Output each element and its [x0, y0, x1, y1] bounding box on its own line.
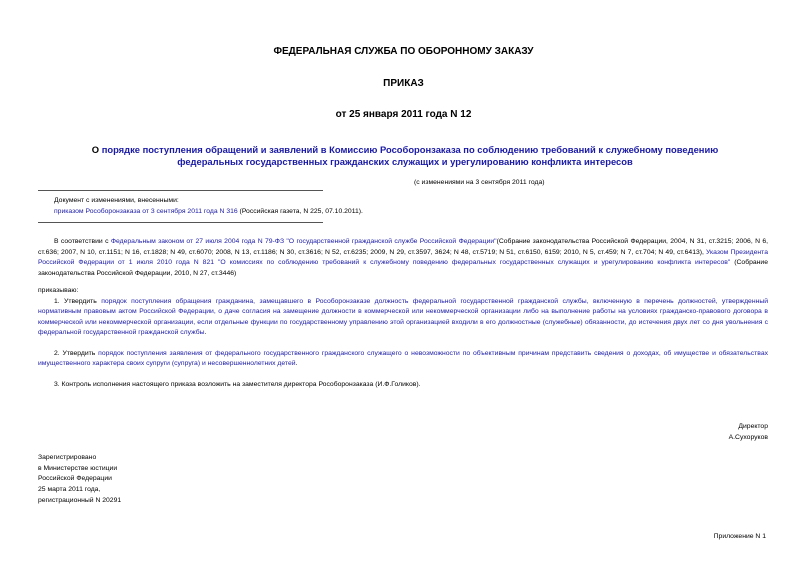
- item-2-end: .: [295, 360, 298, 368]
- title-link[interactable]: порядке поступления обращений и заявлений в Комиссию Рособоронзаказа по соблюдению требований к служебному поведению федеральных государственных гражданских служащих и урегулированию конфликта интересов: [101, 144, 719, 167]
- registration-line-2: в Министерстве юстиции: [38, 464, 118, 472]
- order-item-3: 3. Контроль исполнения настоящего приказа возложить на заместителя директора Рособоронзаказа (И.Ф.Голиков).: [54, 381, 421, 388]
- item-1-number: 1. Утвердить: [54, 298, 102, 305]
- preamble-text-2: (Собрание законодательства Российской Федерации, 2004, N 31, ст.3215; 2006, N 6, ст.636; 2007, N 10, ст.1151; N 16, ст.1828; N 49, ст.6070; 2008, N 13, ст.1186; N 30, ст.3616; N 52, ст.6235; 2009, N 29, ст.3597, 3624; N 48, ст.5719; N 51, ст.6150, 6159; 2010, N 5, ст.459; N 7, ст.704; N 49, ст.6413),: [38, 238, 769, 256]
- registration-line-5: регистрационный N 20291: [38, 496, 122, 504]
- changes-link[interactable]: приказом Рособоронзаказа от 3 сентября 2011 года N 316: [54, 208, 238, 215]
- federal-law-link[interactable]: Федеральным законом от 27 июля 2004 года N 79-ФЗ "О государственной гражданской службе Российской Федерации": [110, 238, 497, 245]
- preamble-text-3: (Собрание законодательства Российской Федерации, 2010, N 27, ст.3446): [38, 259, 768, 278]
- changes-bottom-divider: [38, 222, 323, 223]
- changes-top-divider: [38, 190, 323, 191]
- appendix-label: Приложение N 1: [713, 533, 766, 540]
- order-item-2: [38, 349, 768, 370]
- preamble-text-1: В соответствии с: [54, 238, 111, 245]
- registration-line-3: Российской Федерации: [38, 475, 112, 483]
- amendment-note: (с изменениями на 3 сентября 2011 года): [414, 179, 545, 186]
- document-title: [75, 144, 735, 167]
- registration-line-1: Зарегистрировано: [38, 454, 97, 461]
- title-prefix: О: [91, 144, 102, 155]
- order-item-1: [38, 297, 768, 338]
- item-1-link[interactable]: порядок поступления обращения гражданина, замещавшего в Рособоронзаказе должность федеральной государственной гражданской службы, включенную в перечень должностей, утвержденный нормативным правовым актом Российской Федерации, о даче согласия на замещение должности в коммерческой или некоммерческой организации либо на выполнение работы на условиях гражданско-правового договора в коммерческой или некоммерческой организации, если отдельные функции по государственному управлению этой организацией входили в его должностные (служебные) обязанности, до истечения двух лет со дня увольнения с федеральной государственной гражданской службы: [38, 298, 769, 336]
- document-date-number: от 25 января 2011 года N 12: [335, 109, 472, 120]
- preamble-paragraph: [38, 237, 768, 280]
- presidential-decree-link[interactable]: Указом Президента Российской Федерации от 1 июля 2010 года N 821 "О комиссиях по соблюдению требований к служебному поведению федеральных государственных служащих и урегулированию конфликта интересов": [38, 248, 768, 267]
- registration-block: [38, 453, 121, 507]
- order-word: приказываю:: [38, 287, 79, 294]
- registration-line-4: 25 марта 2011 года,: [38, 486, 101, 494]
- changes-entry: [54, 207, 363, 218]
- signature-name: А.Сухоруков: [728, 434, 768, 441]
- item-1-end: .: [204, 328, 207, 336]
- agency-name: ФЕДЕРАЛЬНАЯ СЛУЖБА ПО ОБОРОННОМУ ЗАКАЗУ: [273, 46, 534, 57]
- changes-heading: Документ с изменениями, внесенными:: [54, 197, 179, 204]
- signature-position: Директор: [738, 423, 768, 430]
- item-2-link[interactable]: порядок поступления заявления от федерального государственного гражданского служащего о невозможности по объективным причинам представить сведения о доходах, об имуществе и обязательствах имущественного характера своих супруги (супруга) и несовершеннолетних детей: [38, 350, 769, 368]
- document-type: ПРИКАЗ: [383, 78, 424, 89]
- item-2-number: 2. Утвердить: [54, 350, 99, 357]
- changes-source: (Российская газета, N 225, 07.10.2011).: [237, 208, 363, 215]
